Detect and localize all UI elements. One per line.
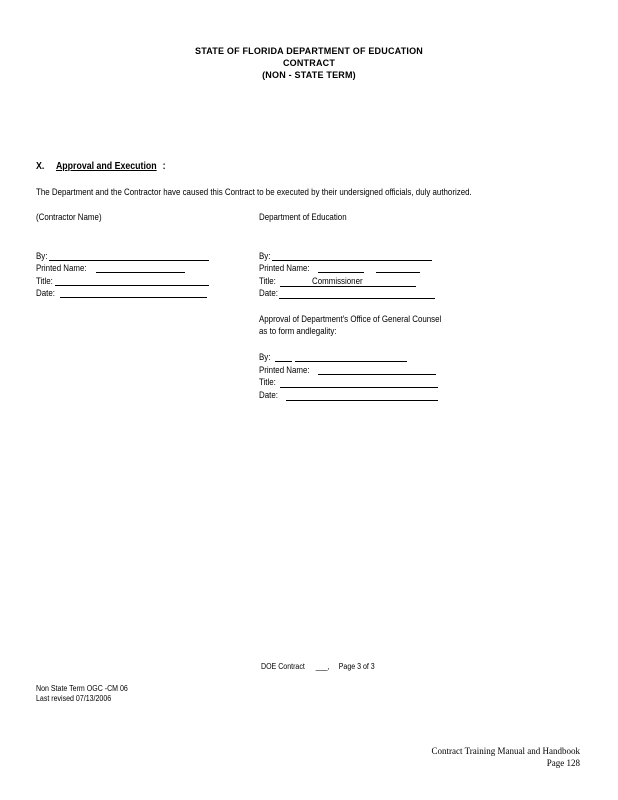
header-line-state: STATE OF FLORIDA DEPARTMENT OF EDUCATION bbox=[195, 46, 423, 56]
left-by-signature-line[interactable] bbox=[49, 260, 209, 261]
counsel-approval-line1: Approval of Department's Office of General Counsel bbox=[259, 314, 442, 324]
manual-footer-page: Page 128 bbox=[546, 758, 580, 768]
left-printed-name-label: Printed Name: bbox=[36, 263, 87, 273]
intro-paragraph: The Department and the Contractor have caused this Contract to be executed by their undersigned officials, duly authorized. bbox=[36, 187, 472, 197]
manual-footer-title: Contract Training Manual and Handbook bbox=[431, 746, 580, 756]
counsel-approval-line2: as to form andlegality: bbox=[259, 326, 337, 336]
header-line-contract: CONTRACT bbox=[282, 58, 336, 68]
left-date-label: Date: bbox=[36, 288, 55, 298]
section-number: X. bbox=[36, 161, 45, 172]
right-by-label: By: bbox=[259, 251, 271, 261]
right-by-signature-line[interactable] bbox=[272, 260, 432, 261]
right-date-label: Date: bbox=[259, 288, 278, 298]
section-title: Approval and Execution bbox=[55, 161, 157, 172]
counsel-printed-name-line[interactable] bbox=[318, 374, 436, 375]
left-title-label: Title: bbox=[36, 276, 53, 286]
counsel-by-line-b[interactable] bbox=[295, 361, 407, 362]
page-footer bbox=[261, 662, 375, 671]
counsel-date-label: Date: bbox=[259, 390, 278, 400]
department-heading: Department of Education bbox=[259, 212, 347, 222]
counsel-printed-name-label: Printed Name: bbox=[259, 365, 310, 375]
counsel-title-line[interactable] bbox=[280, 387, 438, 388]
right-title-line[interactable] bbox=[280, 286, 416, 287]
right-title-label: Title: bbox=[259, 276, 276, 286]
counsel-date-line[interactable] bbox=[286, 400, 438, 401]
contractor-name-heading: (Contractor Name) bbox=[36, 212, 102, 222]
right-printed-name-label: Printed Name: bbox=[259, 263, 310, 273]
section-heading bbox=[36, 161, 166, 172]
left-date-line[interactable] bbox=[60, 297, 207, 298]
header-line-term: (NON - STATE TERM) bbox=[262, 70, 356, 80]
right-printed-name-line-b[interactable] bbox=[376, 272, 420, 273]
right-title-value: Commissioner bbox=[312, 276, 363, 286]
left-by-label: By: bbox=[36, 251, 48, 261]
doe-contract-label: DOE Contract bbox=[261, 662, 305, 671]
right-printed-name-line-a[interactable] bbox=[318, 272, 364, 273]
page-of-label: Page 3 of 3 bbox=[338, 662, 375, 671]
form-id-line2: Last revised 07/13/2006 bbox=[36, 694, 112, 703]
contract-number-blank: ___, bbox=[315, 662, 330, 671]
right-date-line[interactable] bbox=[279, 298, 435, 299]
form-id-line1: Non State Term OGC -CM 06 bbox=[36, 684, 128, 693]
left-title-line[interactable] bbox=[55, 285, 209, 286]
counsel-by-line-a[interactable] bbox=[275, 361, 292, 362]
counsel-by-label: By: bbox=[259, 352, 271, 362]
left-printed-name-line[interactable] bbox=[96, 272, 185, 273]
counsel-title-label: Title: bbox=[259, 377, 276, 387]
section-colon: : bbox=[162, 161, 166, 172]
